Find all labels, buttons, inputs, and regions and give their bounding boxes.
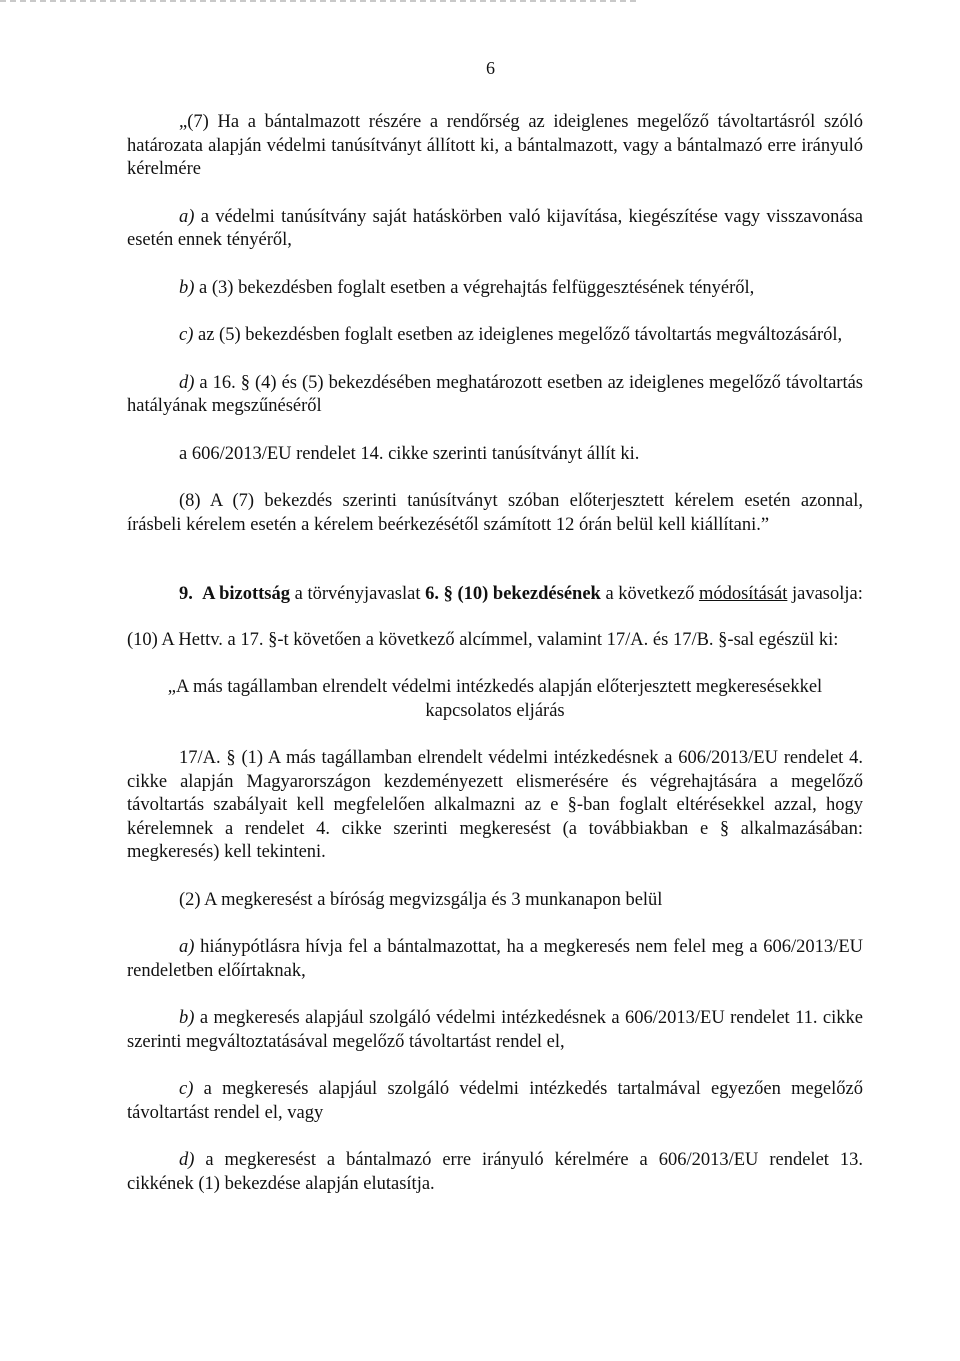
subtitle-line-2: kapcsolatos eljárás	[425, 700, 565, 721]
amendment-mid-2: a következő	[600, 584, 699, 604]
item-d-text: a 16. § (4) és (5) bekezdésében meghatározott esetben az ideiglenes megelőző távoltartás hatályának megszűnéséről	[127, 372, 863, 416]
amendment-mid-1: a törvényjavaslat	[290, 584, 426, 604]
item-d-label: d)	[179, 372, 195, 393]
item-b	[127, 277, 863, 301]
subtitle-line-1: „A más tagállamban elrendelt védelmi intézkedés alapján előterjesztett megkeresésekkel	[167, 677, 823, 697]
section-17a-item-d-label: d)	[179, 1150, 195, 1170]
item-a	[127, 206, 863, 253]
section-17a-item-b	[127, 1007, 863, 1054]
amendment-heading	[127, 583, 863, 607]
paragraph-7-intro: „(7) Ha a bántalmazott részére a rendőrség az ideiglenes megelőző távoltartásról szóló határozata alapján védelmi tanúsítványt állított ki, a bántalmazott, vagy a bántalmazó erre irányuló kérelmére	[127, 112, 863, 179]
item-a-label: a)	[179, 206, 195, 227]
item-b-label: b)	[179, 277, 195, 298]
section-17a-item-a	[127, 936, 863, 983]
scan-top-rule	[0, 0, 640, 2]
item-c	[127, 324, 863, 348]
section-17a-item-d	[127, 1149, 863, 1196]
section-17a-paragraph-1: 17/A. § (1) A más tagállamban elrendelt védelmi intézkedésnek a 606/2013/EU rendelet 4. cikke alapján Magyarországon kezdeményezett elismerésére és végrehajtására a megelőző távoltartás szabályait kell megfelelően alkalmazni az e §-ban foglalt eltérésekkel azzal, hogy kérelemnek a rendelet 4. cikke szerinti megkeresést (a továbbiakban e § alkalmazásában: megkeresés) kell tekinteni.	[127, 748, 863, 862]
section-17a-item-c	[127, 1078, 863, 1125]
paragraph-10: (10) A Hettv. a 17. §-t követően a következő alcímmel, valamint 17/A. és 17/B. §-sal egészül ki:	[127, 629, 839, 650]
section-17a-item-a-text: hiánypótlásra hívja fel a bántalmazottat, ha a megkeresés nem felel meg a 606/2013/EU rendeletben előírtaknak,	[127, 937, 863, 981]
amendment-section-ref: 6. § (10) bekezdésének	[425, 584, 601, 604]
document-body	[127, 111, 863, 1196]
section-17a-paragraph-2: (2) A megkeresést a bíróság megvizsgálja és 3 munkanapon belül	[179, 889, 663, 910]
item-b-text: a (3) bekezdésben foglalt esetben a végrehajtás felfüggesztésének tényéről,	[194, 277, 755, 298]
section-17a-item-d-text: a megkeresést a bántalmazó erre irányuló kérelmére a 606/2013/EU rendelet 13. cikkének (1) bekezdése alapján elutasítja.	[127, 1150, 863, 1194]
section-17a-item-b-text: a megkeresés alapjául szolgáló védelmi intézkedésnek a 606/2013/EU rendelet 11. cikke szerinti megváltoztatásával megelőző távoltartást rendel el,	[127, 1008, 863, 1052]
amendment-modification: módosítását	[698, 584, 788, 604]
item-a-text: a védelmi tanúsítvány saját hatáskörben való kijavítása, kiegészítése vagy visszavonása esetén ennek tényéről,	[127, 206, 863, 250]
amendment-number: 9.	[179, 584, 193, 604]
item-c-label: c)	[179, 325, 194, 345]
section-17a-item-c-text: a megkeresés alapjául szolgáló védelmi intézkedés tartalmával egyezően megelőző távoltartást rendel el, vagy	[127, 1079, 863, 1123]
paragraph-7-closing: a 606/2013/EU rendelet 14. cikke szerinti tanúsítványt állít ki.	[179, 443, 640, 464]
amendment-end: javasolja:	[787, 584, 863, 604]
section-17a-item-c-label: c)	[179, 1079, 194, 1099]
item-d	[127, 372, 863, 419]
item-c-text: az (5) bekezdésben foglalt esetben az ideiglenes megelőző távoltartás megváltozásáról,	[193, 325, 843, 345]
section-17a-item-a-label: a)	[179, 937, 195, 957]
amendment-committee: A bizottság	[202, 584, 290, 604]
paragraph-8: (8) A (7) bekezdés szerinti tanúsítványt szóban előterjesztett kérelem esetén azonnal, írásbeli kérelem esetén a kérelem beérkezésétől számított 12 órán belül kell kiállítani.”	[127, 491, 863, 535]
section-17a-item-b-label: b)	[179, 1008, 195, 1028]
page-number: 6	[486, 58, 495, 78]
